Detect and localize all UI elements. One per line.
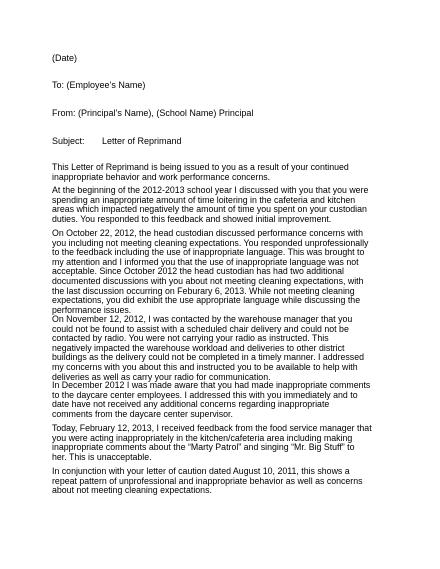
paragraph-conjunction: In conjunction with your letter of caution dated August 10, 2011, this shows a repeat pattern of unprofessional and inappropriate behavior as well as concerns about not meeting cleaning expectations. [52, 466, 363, 496]
date-line: (Date) [52, 53, 78, 63]
paragraph-december: In December 2012 I was made aware that you had made inappropriate comments to the daycare center employees. I addressed this with you immediately and to date have not received any additional concerns regarding inappropriate comments from the daycare center supervisor. [52, 380, 371, 419]
paragraph-intro: This Letter of Reprimand is being issued to you as a result of your continued inappropriate behavior and work performance concerns. [52, 162, 349, 182]
to-line: To: (Employee’s Name) [52, 80, 146, 90]
paragraph-school-year: At the beginning of the 2012-2013 school year I discussed with you that you were spending an inappropriate amount of time loitering in the cafeteria and kitchen areas which impacted negatively the amount of time you spent on your custodian duties. You responded to this feedback and showed initial improvement. [52, 185, 369, 224]
subject-value: Letter of Reprimand [102, 136, 182, 146]
from-line: From: (Principal’s Name), (School Name) Principal [52, 108, 254, 118]
paragraph-october: On October 22, 2012, the head custodian discussed performance concerns with you including not meeting cleaning expectations. You responded unprofessionally to the feedback including the use of inappropriate language. This was brought to my attention and I informed you that the use of inappropriate language was not acceptable. Since October 2012 the head custodian has had two additional documented discussions with you about not meeting cleaning expectations, with the last discussion occurring on Feburary 6, 2013. While not meeting cleaning expectations, you did exhibit the use appropriate language while discussing the performance issues. [52, 228, 369, 315]
paragraph-november: On November 12, 2012, I was contacted by the warehouse manager that you could not be found to assist with a scheduled chair delivery and could not be contacted by radio. You were not carrying your radio as instructed. This negatively impacted the warehouse workload and deliveries to other district buildings as the delivery could not be completed in a timely manner. I addressed my concerns with you about this and instructed you to be available to help with deliveries as well as carry your radio for communication. [52, 314, 364, 382]
subject-label: Subject: [52, 136, 85, 146]
paragraph-february: Today, February 12, 2013, I received feedback from the food service manager that you were acting inappropriately in the kitchen/cafeteria area including making inappropriate comments about the “Marty Patrol” and singing “Mr. Big Stuff” to her. This is unacceptable. [52, 423, 372, 462]
subject-line [52, 136, 182, 146]
